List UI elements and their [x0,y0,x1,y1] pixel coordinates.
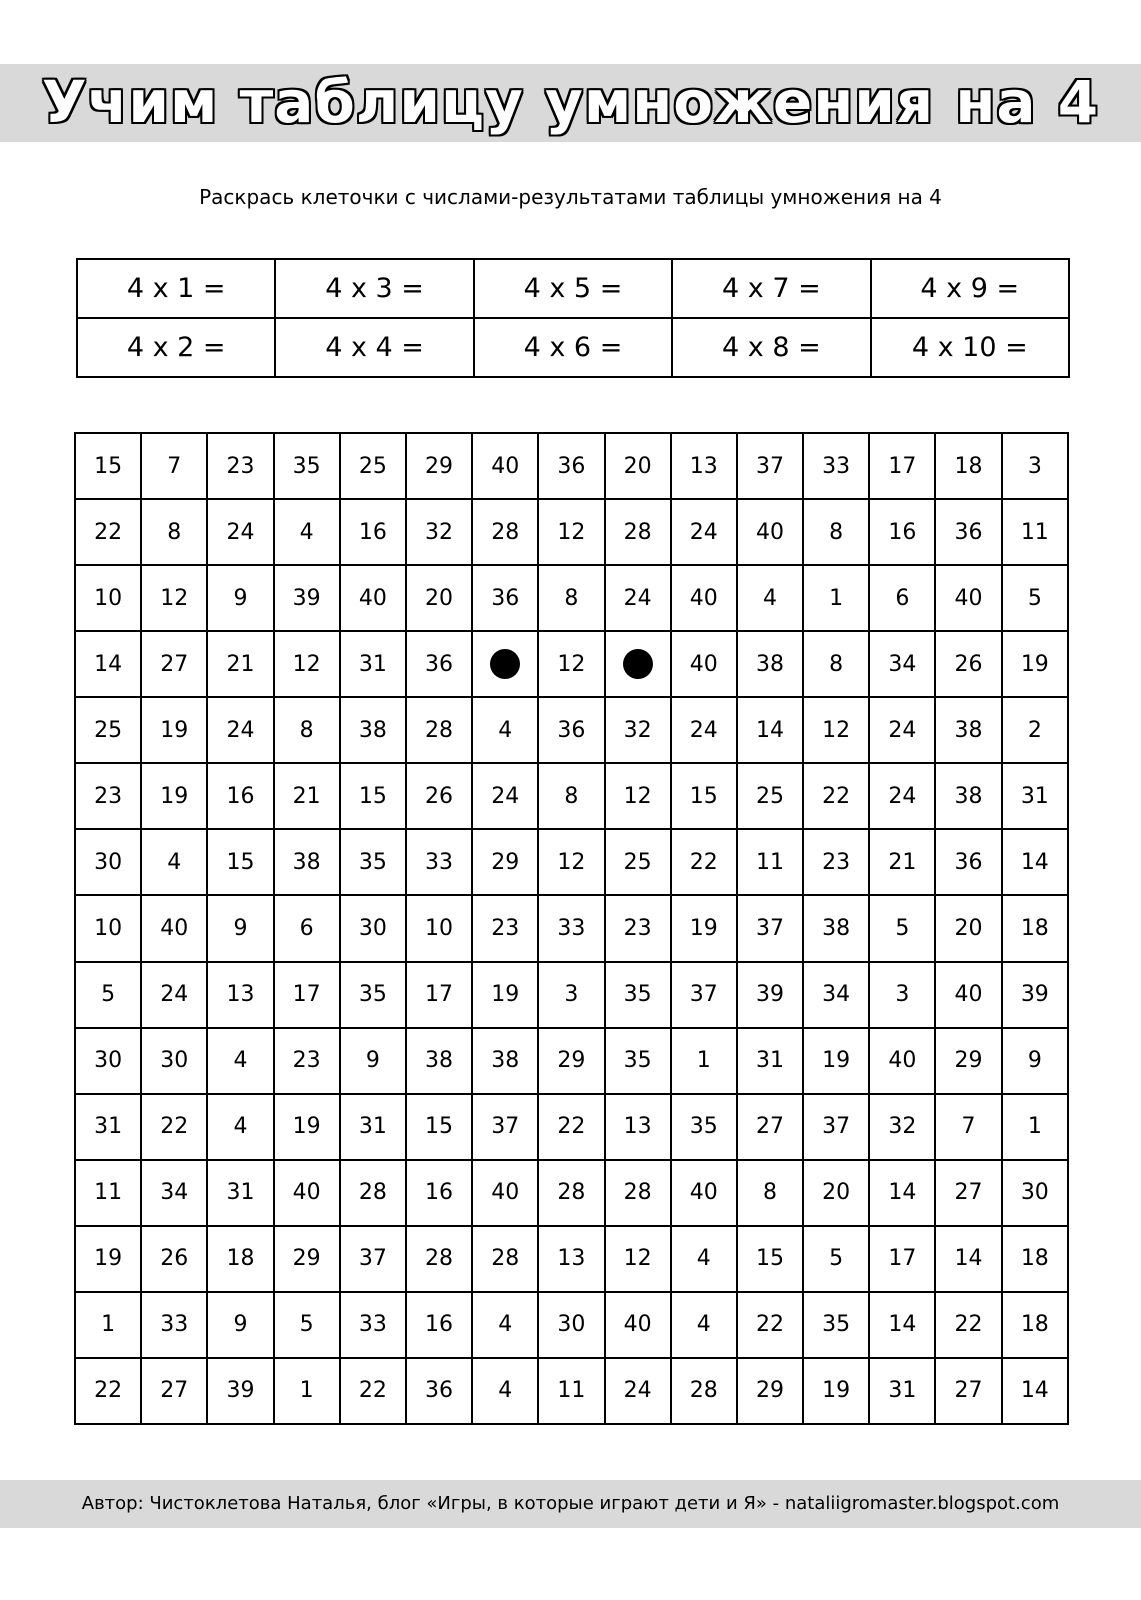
exercise-cell: 4 x 7 = [672,259,870,318]
grid-cell[interactable]: 15 [406,1094,472,1160]
grid-cell[interactable]: 29 [737,1358,803,1424]
grid-cell[interactable]: 17 [274,962,340,1028]
grid-cell[interactable]: 8 [538,763,604,829]
grid-cell[interactable]: 19 [1002,631,1068,697]
grid-row [75,631,1068,697]
grid-cell[interactable]: 35 [340,962,406,1028]
grid-cell[interactable]: 31 [737,1028,803,1094]
grid-cell[interactable]: 10 [406,895,472,961]
instruction-text: Раскрась клеточки с числами-результатами таблицы умножения на 4 [199,185,942,209]
grid-cell[interactable]: 9 [207,895,273,961]
grid-cell[interactable]: 4 [472,697,538,763]
grid-row [75,1028,1068,1094]
grid-cell[interactable]: 16 [869,499,935,565]
grid-cell[interactable]: 35 [605,1028,671,1094]
grid-cell[interactable]: 15 [75,433,141,499]
exercise-cell: 4 x 8 = [672,318,870,377]
grid-row [75,1094,1068,1160]
grid-cell[interactable]: 8 [274,697,340,763]
grid-cell[interactable]: 24 [869,697,935,763]
grid-cell[interactable]: 5 [1002,565,1068,631]
grid-cell[interactable]: 10 [75,895,141,961]
grid-cell[interactable]: 25 [75,697,141,763]
grid-cell[interactable]: 19 [803,1028,869,1094]
grid-cell[interactable]: 40 [671,1160,737,1226]
grid-cell[interactable]: 16 [340,499,406,565]
grid-cell[interactable]: 23 [207,433,273,499]
grid-cell[interactable]: 3 [869,962,935,1028]
grid-cell[interactable]: 7 [935,1094,1001,1160]
exercise-row [77,318,1069,377]
exercise-table [76,258,1070,378]
grid-cell[interactable]: 14 [869,1160,935,1226]
grid-cell[interactable]: 13 [605,1094,671,1160]
grid-cell[interactable]: 22 [75,1358,141,1424]
grid-cell[interactable]: 4 [207,1094,273,1160]
grid-cell[interactable]: 13 [538,1226,604,1292]
grid-cell[interactable]: 29 [472,829,538,895]
grid-cell[interactable]: 20 [803,1160,869,1226]
grid-cell[interactable]: 15 [737,1226,803,1292]
grid-cell[interactable]: 29 [935,1028,1001,1094]
grid-cell[interactable]: 30 [141,1028,207,1094]
grid-row [75,499,1068,565]
grid-cell[interactable]: 14 [869,1292,935,1358]
grid-cell[interactable]: 38 [935,763,1001,829]
grid-cell[interactable]: 38 [472,1028,538,1094]
grid-cell[interactable]: 14 [737,697,803,763]
grid-cell[interactable]: 22 [538,1094,604,1160]
grid-cell[interactable]: 24 [605,1358,671,1424]
grid-cell[interactable]: 39 [207,1358,273,1424]
grid-cell[interactable]: 24 [207,697,273,763]
grid-cell[interactable]: 11 [737,829,803,895]
exercise-cell: 4 x 5 = [474,259,672,318]
grid-cell[interactable]: 1 [671,1028,737,1094]
grid-cell[interactable]: 25 [605,829,671,895]
grid-cell[interactable]: 27 [737,1094,803,1160]
grid-row [75,1226,1068,1292]
grid-cell[interactable]: 26 [141,1226,207,1292]
grid-cell[interactable]: 9 [207,565,273,631]
grid-cell[interactable]: 8 [538,565,604,631]
grid-cell[interactable]: 36 [935,829,1001,895]
grid-cell[interactable]: 18 [1002,1226,1068,1292]
exercise-cell: 4 x 4 = [275,318,473,377]
grid-cell[interactable]: 27 [141,631,207,697]
grid-cell[interactable]: 37 [340,1226,406,1292]
grid-cell[interactable]: 24 [671,499,737,565]
grid-cell[interactable]: 27 [141,1358,207,1424]
grid-cell[interactable]: 1 [1002,1094,1068,1160]
grid-cell[interactable]: 18 [1002,1292,1068,1358]
grid-cell[interactable]: 38 [803,895,869,961]
exercise-row [77,259,1069,318]
grid-cell[interactable]: 37 [671,962,737,1028]
grid-cell[interactable]: 24 [671,697,737,763]
grid-cell[interactable]: 38 [340,697,406,763]
grid-cell[interactable]: 26 [935,631,1001,697]
exercise-cell: 4 x 10 = [871,318,1069,377]
grid-cell[interactable]: 22 [340,1358,406,1424]
grid-cell[interactable]: 39 [274,565,340,631]
grid-cell[interactable]: 40 [671,565,737,631]
grid-cell[interactable]: 36 [935,499,1001,565]
filled-dot-icon [623,649,653,679]
grid-cell[interactable]: 1 [75,1292,141,1358]
filled-dot-icon [490,649,520,679]
grid-cell[interactable]: 40 [340,565,406,631]
grid-cell[interactable]: 40 [671,631,737,697]
grid-cell[interactable]: 14 [1002,829,1068,895]
grid-cell[interactable]: 8 [803,499,869,565]
grid-cell[interactable]: 22 [671,829,737,895]
grid-cell[interactable]: 14 [1002,1358,1068,1424]
grid-cell[interactable]: 33 [538,895,604,961]
grid-cell[interactable]: 20 [935,895,1001,961]
grid-cell[interactable]: 7 [141,433,207,499]
grid-cell[interactable]: 23 [605,895,671,961]
grid-cell[interactable]: 16 [406,1292,472,1358]
grid-cell[interactable]: 34 [141,1160,207,1226]
grid-cell[interactable]: 29 [406,433,472,499]
grid-cell[interactable]: 28 [406,1226,472,1292]
grid-cell[interactable]: 39 [737,962,803,1028]
grid-cell[interactable]: 32 [406,499,472,565]
grid-cell[interactable]: 37 [737,433,803,499]
grid-cell[interactable]: 4 [207,1028,273,1094]
grid-cell[interactable]: 4 [141,829,207,895]
grid-cell[interactable]: 36 [472,565,538,631]
grid-cell[interactable]: 38 [274,829,340,895]
grid-cell[interactable]: 12 [538,631,604,697]
grid-row [75,1358,1068,1424]
grid-cell[interactable]: 10 [75,565,141,631]
grid-cell[interactable]: 12 [141,565,207,631]
grid-cell[interactable]: 31 [75,1094,141,1160]
grid-row [75,433,1068,499]
grid-cell[interactable]: 28 [605,1160,671,1226]
grid-cell[interactable]: 31 [1002,763,1068,829]
grid-cell[interactable]: 35 [340,829,406,895]
grid-cell[interactable]: 5 [869,895,935,961]
grid-cell[interactable]: 19 [141,763,207,829]
grid-row [75,1292,1068,1358]
grid-cell[interactable]: 8 [737,1160,803,1226]
grid-cell[interactable]: 21 [207,631,273,697]
grid-cell[interactable]: 38 [935,697,1001,763]
grid-row [75,565,1068,631]
grid-cell[interactable]: 28 [605,499,671,565]
grid-cell[interactable]: 17 [406,962,472,1028]
grid-cell[interactable]: 25 [340,433,406,499]
grid-cell[interactable]: 11 [538,1358,604,1424]
grid-cell[interactable]: 8 [803,631,869,697]
grid-cell-dot[interactable] [472,631,538,697]
grid-cell[interactable]: 11 [75,1160,141,1226]
grid-cell[interactable]: 4 [472,1292,538,1358]
grid-cell[interactable]: 36 [406,1358,472,1424]
grid-cell[interactable]: 15 [671,763,737,829]
grid-cell[interactable]: 19 [671,895,737,961]
grid-cell[interactable]: 4 [274,499,340,565]
exercise-cell: 4 x 1 = [77,259,275,318]
grid-cell[interactable]: 30 [75,829,141,895]
grid-cell[interactable]: 24 [605,565,671,631]
grid-cell[interactable]: 6 [274,895,340,961]
grid-cell[interactable]: 27 [935,1160,1001,1226]
grid-cell[interactable]: 17 [869,1226,935,1292]
grid-cell[interactable]: 6 [869,565,935,631]
grid-cell[interactable]: 31 [207,1160,273,1226]
grid-cell[interactable]: 31 [340,1094,406,1160]
grid-cell[interactable]: 9 [340,1028,406,1094]
grid-cell[interactable]: 24 [472,763,538,829]
grid-cell[interactable]: 3 [538,962,604,1028]
grid-cell[interactable]: 29 [274,1226,340,1292]
grid-cell[interactable]: 16 [207,763,273,829]
grid-cell[interactable]: 32 [605,697,671,763]
grid-cell[interactable]: 33 [340,1292,406,1358]
grid-row [75,829,1068,895]
grid-cell[interactable]: 3 [1002,433,1068,499]
grid-cell[interactable]: 35 [274,433,340,499]
grid-cell[interactable]: 5 [803,1226,869,1292]
grid-cell[interactable]: 36 [538,433,604,499]
grid-cell[interactable]: 19 [472,962,538,1028]
grid-cell[interactable]: 28 [340,1160,406,1226]
grid-cell[interactable]: 33 [803,433,869,499]
grid-cell[interactable]: 24 [207,499,273,565]
grid-cell[interactable]: 35 [671,1094,737,1160]
grid-cell[interactable]: 31 [869,1358,935,1424]
grid-cell[interactable]: 17 [869,433,935,499]
grid-cell[interactable]: 36 [406,631,472,697]
grid-cell[interactable]: 28 [538,1160,604,1226]
footer-credit: Автор: Чистоклетова Наталья, блог «Игры, в которые играют дети и Я» - nataliigromaster.blogspot.com [81,1493,1060,1514]
page-title: Учим таблицу умножения на 4 [41,68,1100,136]
grid-cell[interactable]: 11 [1002,499,1068,565]
grid-cell[interactable]: 15 [207,829,273,895]
grid-cell[interactable]: 13 [671,433,737,499]
grid-cell[interactable]: 23 [803,829,869,895]
grid-cell[interactable]: 28 [406,697,472,763]
grid-cell[interactable]: 33 [141,1292,207,1358]
grid-row [75,1160,1068,1226]
grid-cell[interactable]: 23 [75,763,141,829]
grid-cell[interactable]: 40 [605,1292,671,1358]
grid-cell[interactable]: 12 [274,631,340,697]
grid-cell[interactable]: 14 [75,631,141,697]
grid-cell[interactable]: 12 [605,763,671,829]
grid-cell[interactable]: 32 [869,1094,935,1160]
grid-cell[interactable]: 30 [340,895,406,961]
grid-cell[interactable]: 20 [406,565,472,631]
grid-cell[interactable]: 38 [737,631,803,697]
grid-cell[interactable]: 38 [406,1028,472,1094]
grid-cell[interactable]: 23 [472,895,538,961]
grid-cell[interactable]: 12 [538,829,604,895]
grid-cell[interactable]: 4 [671,1292,737,1358]
grid-cell[interactable]: 20 [605,433,671,499]
grid-cell[interactable]: 18 [935,433,1001,499]
grid-cell[interactable]: 22 [75,499,141,565]
grid-cell[interactable]: 4 [671,1226,737,1292]
grid-cell[interactable]: 40 [472,1160,538,1226]
grid-cell[interactable]: 12 [605,1226,671,1292]
grid-cell[interactable]: 22 [803,763,869,829]
grid-cell[interactable]: 39 [1002,962,1068,1028]
grid-cell[interactable]: 19 [803,1358,869,1424]
grid-cell[interactable]: 13 [207,962,273,1028]
grid-cell[interactable]: 19 [274,1094,340,1160]
grid-cell[interactable]: 28 [671,1358,737,1424]
grid-cell[interactable]: 30 [538,1292,604,1358]
grid-cell[interactable]: 12 [538,499,604,565]
grid-cell[interactable]: 37 [472,1094,538,1160]
grid-cell[interactable]: 9 [207,1292,273,1358]
grid-cell[interactable]: 18 [1002,895,1068,961]
grid-cell[interactable]: 21 [869,829,935,895]
grid-cell[interactable]: 22 [935,1292,1001,1358]
grid-cell[interactable]: 15 [340,763,406,829]
grid-cell[interactable]: 27 [935,1358,1001,1424]
grid-cell[interactable]: 19 [75,1226,141,1292]
grid-cell[interactable]: 28 [472,499,538,565]
grid-cell[interactable]: 22 [737,1292,803,1358]
grid-row [75,895,1068,961]
grid-cell[interactable]: 37 [737,895,803,961]
number-grid [74,432,1069,1425]
exercise-cell: 4 x 9 = [871,259,1069,318]
exercise-cell: 4 x 6 = [474,318,672,377]
grid-cell[interactable]: 25 [737,763,803,829]
grid-cell[interactable]: 40 [737,499,803,565]
grid-cell[interactable]: 26 [406,763,472,829]
grid-cell[interactable]: 4 [737,565,803,631]
grid-cell[interactable]: 40 [141,895,207,961]
grid-cell[interactable]: 14 [935,1226,1001,1292]
grid-cell[interactable]: 40 [274,1160,340,1226]
grid-cell[interactable]: 40 [935,565,1001,631]
grid-cell[interactable]: 8 [141,499,207,565]
grid-cell[interactable]: 4 [472,1358,538,1424]
grid-cell[interactable]: 22 [141,1094,207,1160]
grid-cell[interactable]: 29 [538,1028,604,1094]
grid-cell[interactable]: 35 [605,962,671,1028]
grid-cell[interactable]: 33 [406,829,472,895]
exercise-cell: 4 x 3 = [275,259,473,318]
grid-cell[interactable]: 31 [340,631,406,697]
grid-cell[interactable]: 2 [1002,697,1068,763]
grid-row [75,697,1068,763]
grid-cell[interactable]: 34 [803,962,869,1028]
grid-cell[interactable]: 40 [472,433,538,499]
grid-cell-dot[interactable] [605,631,671,697]
grid-cell[interactable]: 5 [274,1292,340,1358]
grid-cell[interactable]: 21 [274,763,340,829]
grid-cell[interactable]: 19 [141,697,207,763]
grid-cell[interactable]: 1 [274,1358,340,1424]
grid-cell[interactable]: 34 [869,631,935,697]
grid-cell[interactable]: 24 [141,962,207,1028]
grid-cell[interactable]: 30 [1002,1160,1068,1226]
grid-cell[interactable]: 36 [538,697,604,763]
grid-cell[interactable]: 23 [274,1028,340,1094]
grid-cell[interactable]: 37 [803,1094,869,1160]
grid-cell[interactable]: 12 [803,697,869,763]
grid-row [75,962,1068,1028]
grid-cell[interactable]: 24 [869,763,935,829]
grid-cell[interactable]: 35 [803,1292,869,1358]
grid-cell[interactable]: 28 [472,1226,538,1292]
exercise-cell: 4 x 2 = [77,318,275,377]
grid-cell[interactable]: 40 [869,1028,935,1094]
grid-cell[interactable]: 16 [406,1160,472,1226]
grid-row [75,763,1068,829]
grid-cell[interactable]: 30 [75,1028,141,1094]
grid-cell[interactable]: 40 [935,962,1001,1028]
grid-cell[interactable]: 5 [75,962,141,1028]
grid-cell[interactable]: 1 [803,565,869,631]
grid-cell[interactable]: 18 [207,1226,273,1292]
grid-cell[interactable]: 9 [1002,1028,1068,1094]
